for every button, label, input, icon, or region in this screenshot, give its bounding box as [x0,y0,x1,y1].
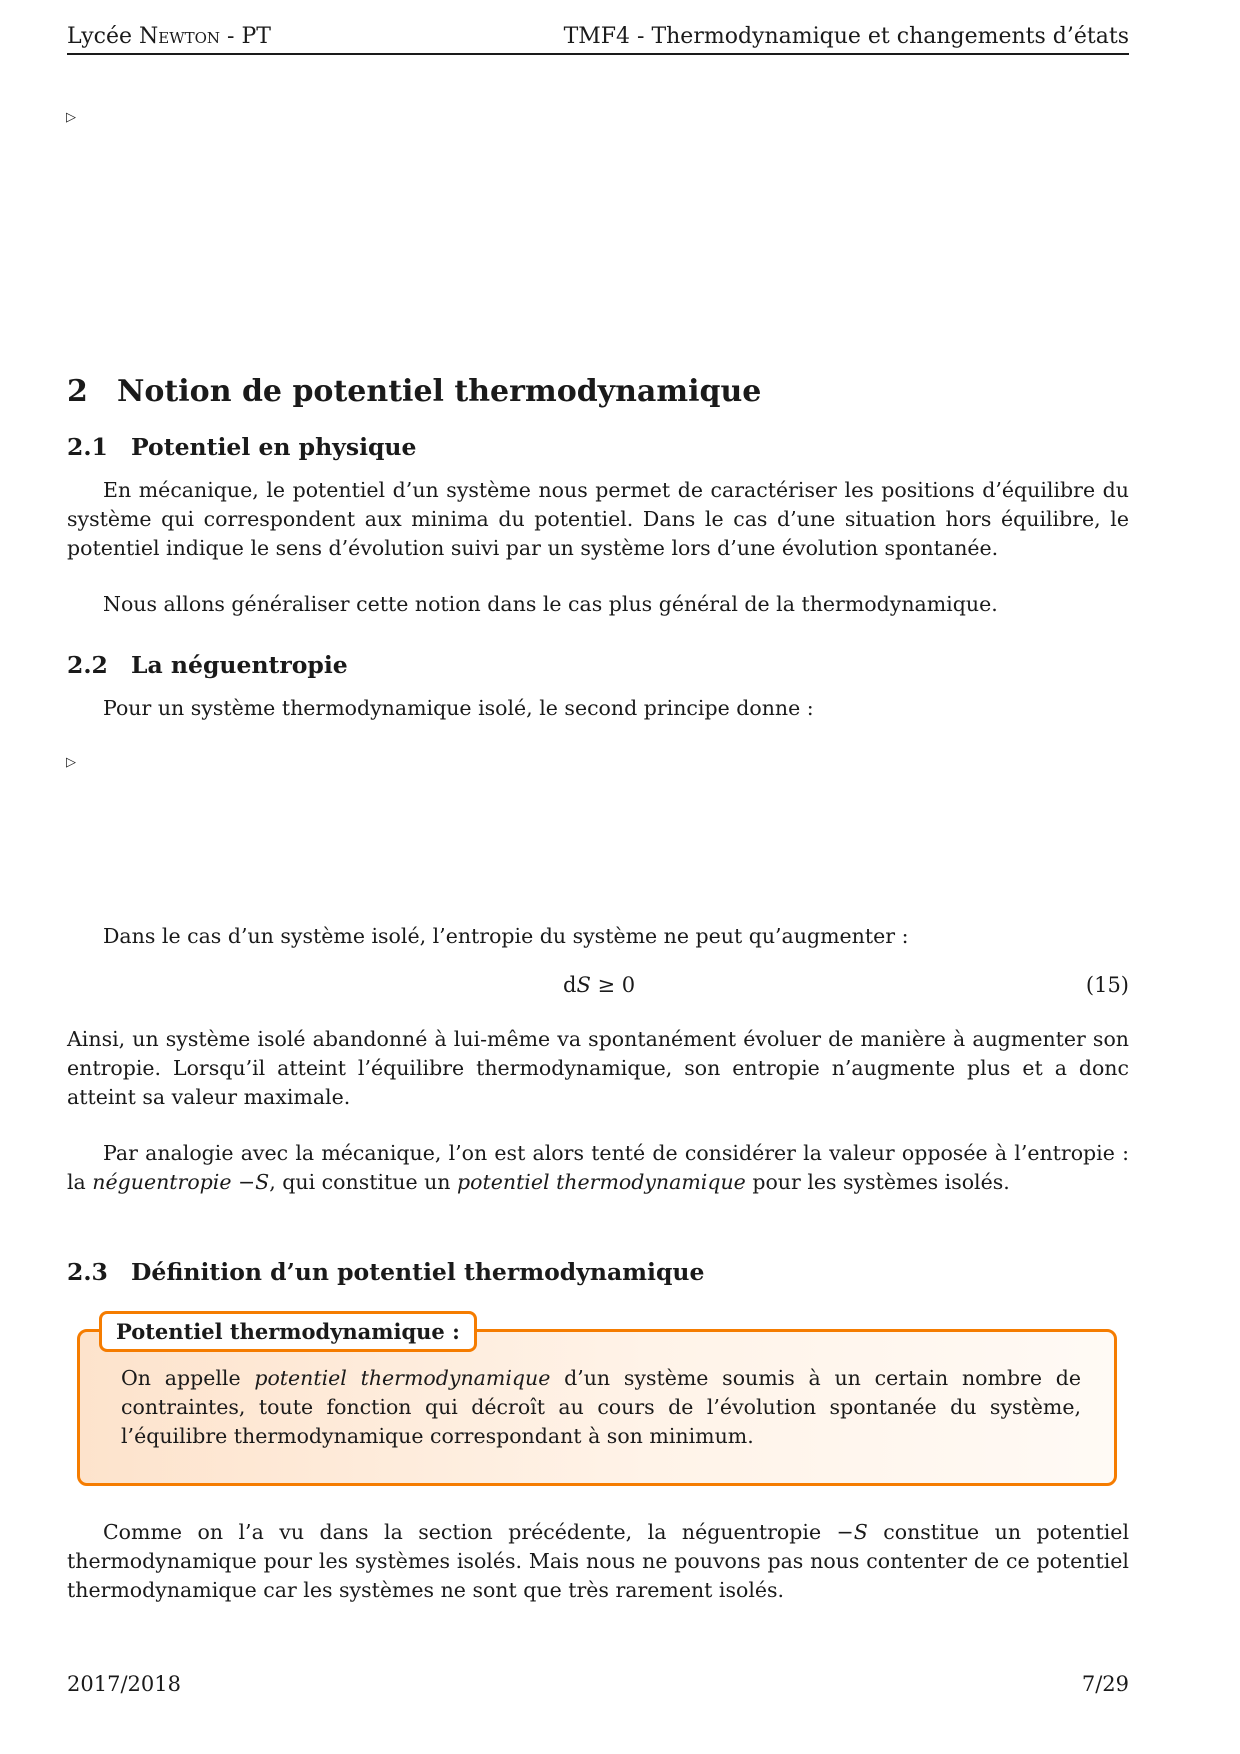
paragraph-conclusion: Comme on l’a vu dans la section précédente, la néguentropie −S constitue un potentiel thermodynamique pour les systèmes isolés. Mais nous ne pouvons pas nous contenter de ce potentiel thermodynamique car les systèmes ne sont que très rarement isolés. [67,1520,1129,1602]
paragraph-generalisation: Nous allons généraliser cette notion dans le cas plus général de la thermodynamique. [103,592,998,616]
paragraph-potentiel-mecanique: En mécanique, le potentiel d’un système nous permet de caractériser les positions d’équilibre du système qui correspondent aux minima du potentiel. Dans le cas d’une situation hors équilibre, le potentiel indique le sens d’évolution suivi par un système lors d’une évolution spontanée. [67,478,1129,560]
header-rule [67,53,1129,55]
subsection-heading-2-3: 2.3 Définition d’un potentiel thermodynamique [67,1258,705,1286]
collapsed-marker-triangle-icon[interactable]: ▷ [66,755,76,770]
equation-15: dS ≥ 0 [563,973,636,997]
paragraph-neguentropie: Par analogie avec la mécanique, l’on est alors tenté de considérer la valeur opposée à l’entropie : la néguentropie −S, qui constitue un potentiel thermodynamique pour les systèmes isolés. [67,1141,1129,1194]
definition-box-text: On appelle potentiel thermodynamique d’un système soumis à un certain nombre de contraintes, toute fonction qui décroît au cours de l’évolution spontanée du système, l’équilibre thermodynamique correspondant à son minimum. [121,1366,1081,1448]
header-school: Lycée Newton - PT [67,24,271,49]
subsection-heading-2-1: 2.1 Potentiel en physique [67,433,417,461]
paragraph-evolution-isole: Ainsi, un système isolé abandonné à lui-même va spontanément évoluer de manière à augmenter son entropie. Lorsqu’il atteint l’équilibre thermodynamique, son entropie n’augmente plus et a donc atteint sa valeur maximale. [67,1027,1129,1109]
header-chapter: TMF4 - Thermodynamique et changements d’états [563,24,1129,49]
paragraph-entropie-augmente: Dans le cas d’un système isolé, l’entropie du système ne peut qu’augmenter : [103,924,909,948]
paragraph-second-principe: Pour un système thermodynamique isolé, le second principe donne : [103,696,814,720]
footer-page-number: 7/29 [1081,1672,1129,1696]
equation-number: (15) [1085,973,1129,997]
footer-year: 2017/2018 [67,1672,181,1696]
subsection-heading-2-2: 2.2 La néguentropie [67,651,348,679]
collapsed-marker-triangle-icon[interactable]: ▷ [66,110,76,125]
section-heading: 2 Notion de potentiel thermodynamique [67,374,762,409]
definition-box-title: Potentiel thermodynamique : [99,1311,477,1352]
